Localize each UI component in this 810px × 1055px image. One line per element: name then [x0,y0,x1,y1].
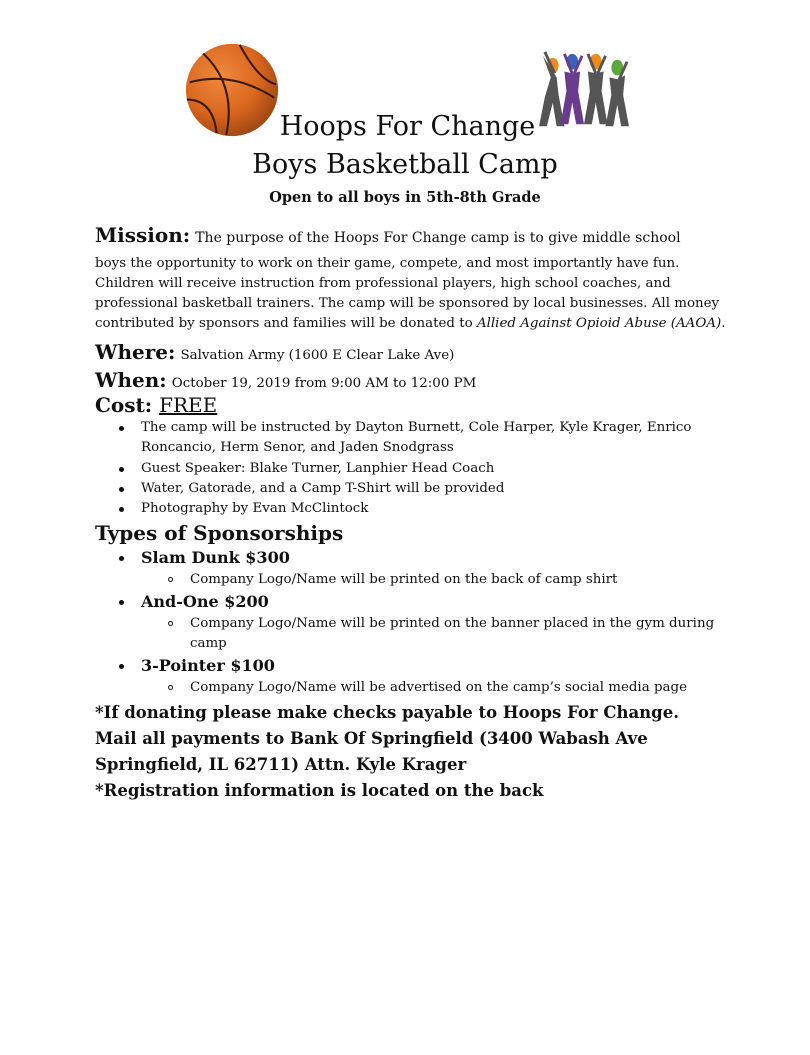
mission-org-name: Allied Against Opioid Abuse (AAOA) [476,316,722,331]
title-line-2: Boys Basketball Camp [252,149,558,180]
when-label: When: [95,368,167,392]
note-line: Springfield, IL 62711) Attn. Kyle Krager [95,755,467,775]
cost-row [95,392,735,418]
mission-body-end: . [721,316,726,331]
sponsorship-detail: Company Logo/Name will be printed on the back of camp shirt [190,570,735,590]
cost-label: Cost: [95,393,153,417]
sponsorship-name: Slam Dunk $300 [141,548,290,568]
where-label: Where: [95,340,176,364]
sponsorship-name: And-One $200 [141,592,269,612]
sponsorship-level [141,654,735,698]
cost-value: FREE [159,393,218,417]
title-line-1: Hoops For Change [279,111,536,142]
sponsorship-level [141,590,735,654]
note-line: *Registration information is located on the back [95,781,544,801]
sponsorships-title: Types of Sponsorships [95,521,344,546]
mission-section [95,220,735,252]
cost-details-list [95,418,735,519]
sponsorship-details [141,570,735,590]
sponsorship-list [95,546,735,698]
mission-body-text: boys the opportunity to work on their game, compete, and most importantly have fun. Children will receive instruction from professional players, high school coaches, and professional basketball trainers. The camp will be sponsored by local businesses. All money contributed by sponsors and families will be donated to [95,256,720,331]
when-row [95,368,735,392]
note-line: *If donating please make checks payable to Hoops For Change. [95,703,679,723]
mission-first-line: The purpose of the Hoops For Change camp is to give middle school [195,230,681,246]
list-item: Photography by Evan McClintock [141,499,735,519]
sponsorship-detail: Company Logo/Name will be advertised on the camp’s social media page [190,678,735,698]
where-row [95,340,735,364]
subtitle: Open to all boys in 5th-8th Grade [269,189,541,206]
mission-label: Mission: [95,223,191,247]
where-value: Salvation Army (1600 E Clear Lake Ave) [180,348,455,363]
when-value: October 19, 2019 from 9:00 AM to 12:00 PM [171,376,477,391]
sponsorship-level [141,546,735,590]
note-line: Mail all payments to Bank Of Springfield (3400 Wabash Ave [95,729,648,749]
sponsorship-detail: Company Logo/Name will be printed on the banner placed in the gym during camp [190,614,735,654]
sponsorship-details [141,614,735,654]
sponsorship-details [141,678,735,698]
list-item: Guest Speaker: Blake Turner, Lanphier Head Coach [141,459,735,479]
sponsorship-name: 3-Pointer $100 [141,656,275,676]
flyer-content [95,220,735,804]
list-item: Water, Gatorade, and a Camp T-Shirt will be provided [141,479,735,499]
payment-notes [95,700,735,804]
mission-body [95,254,735,334]
list-item: The camp will be instructed by Dayton Burnett, Cole Harper, Kyle Krager, Enrico Roncancio, Herm Senor, and Jaden Snodgrass [141,418,735,459]
